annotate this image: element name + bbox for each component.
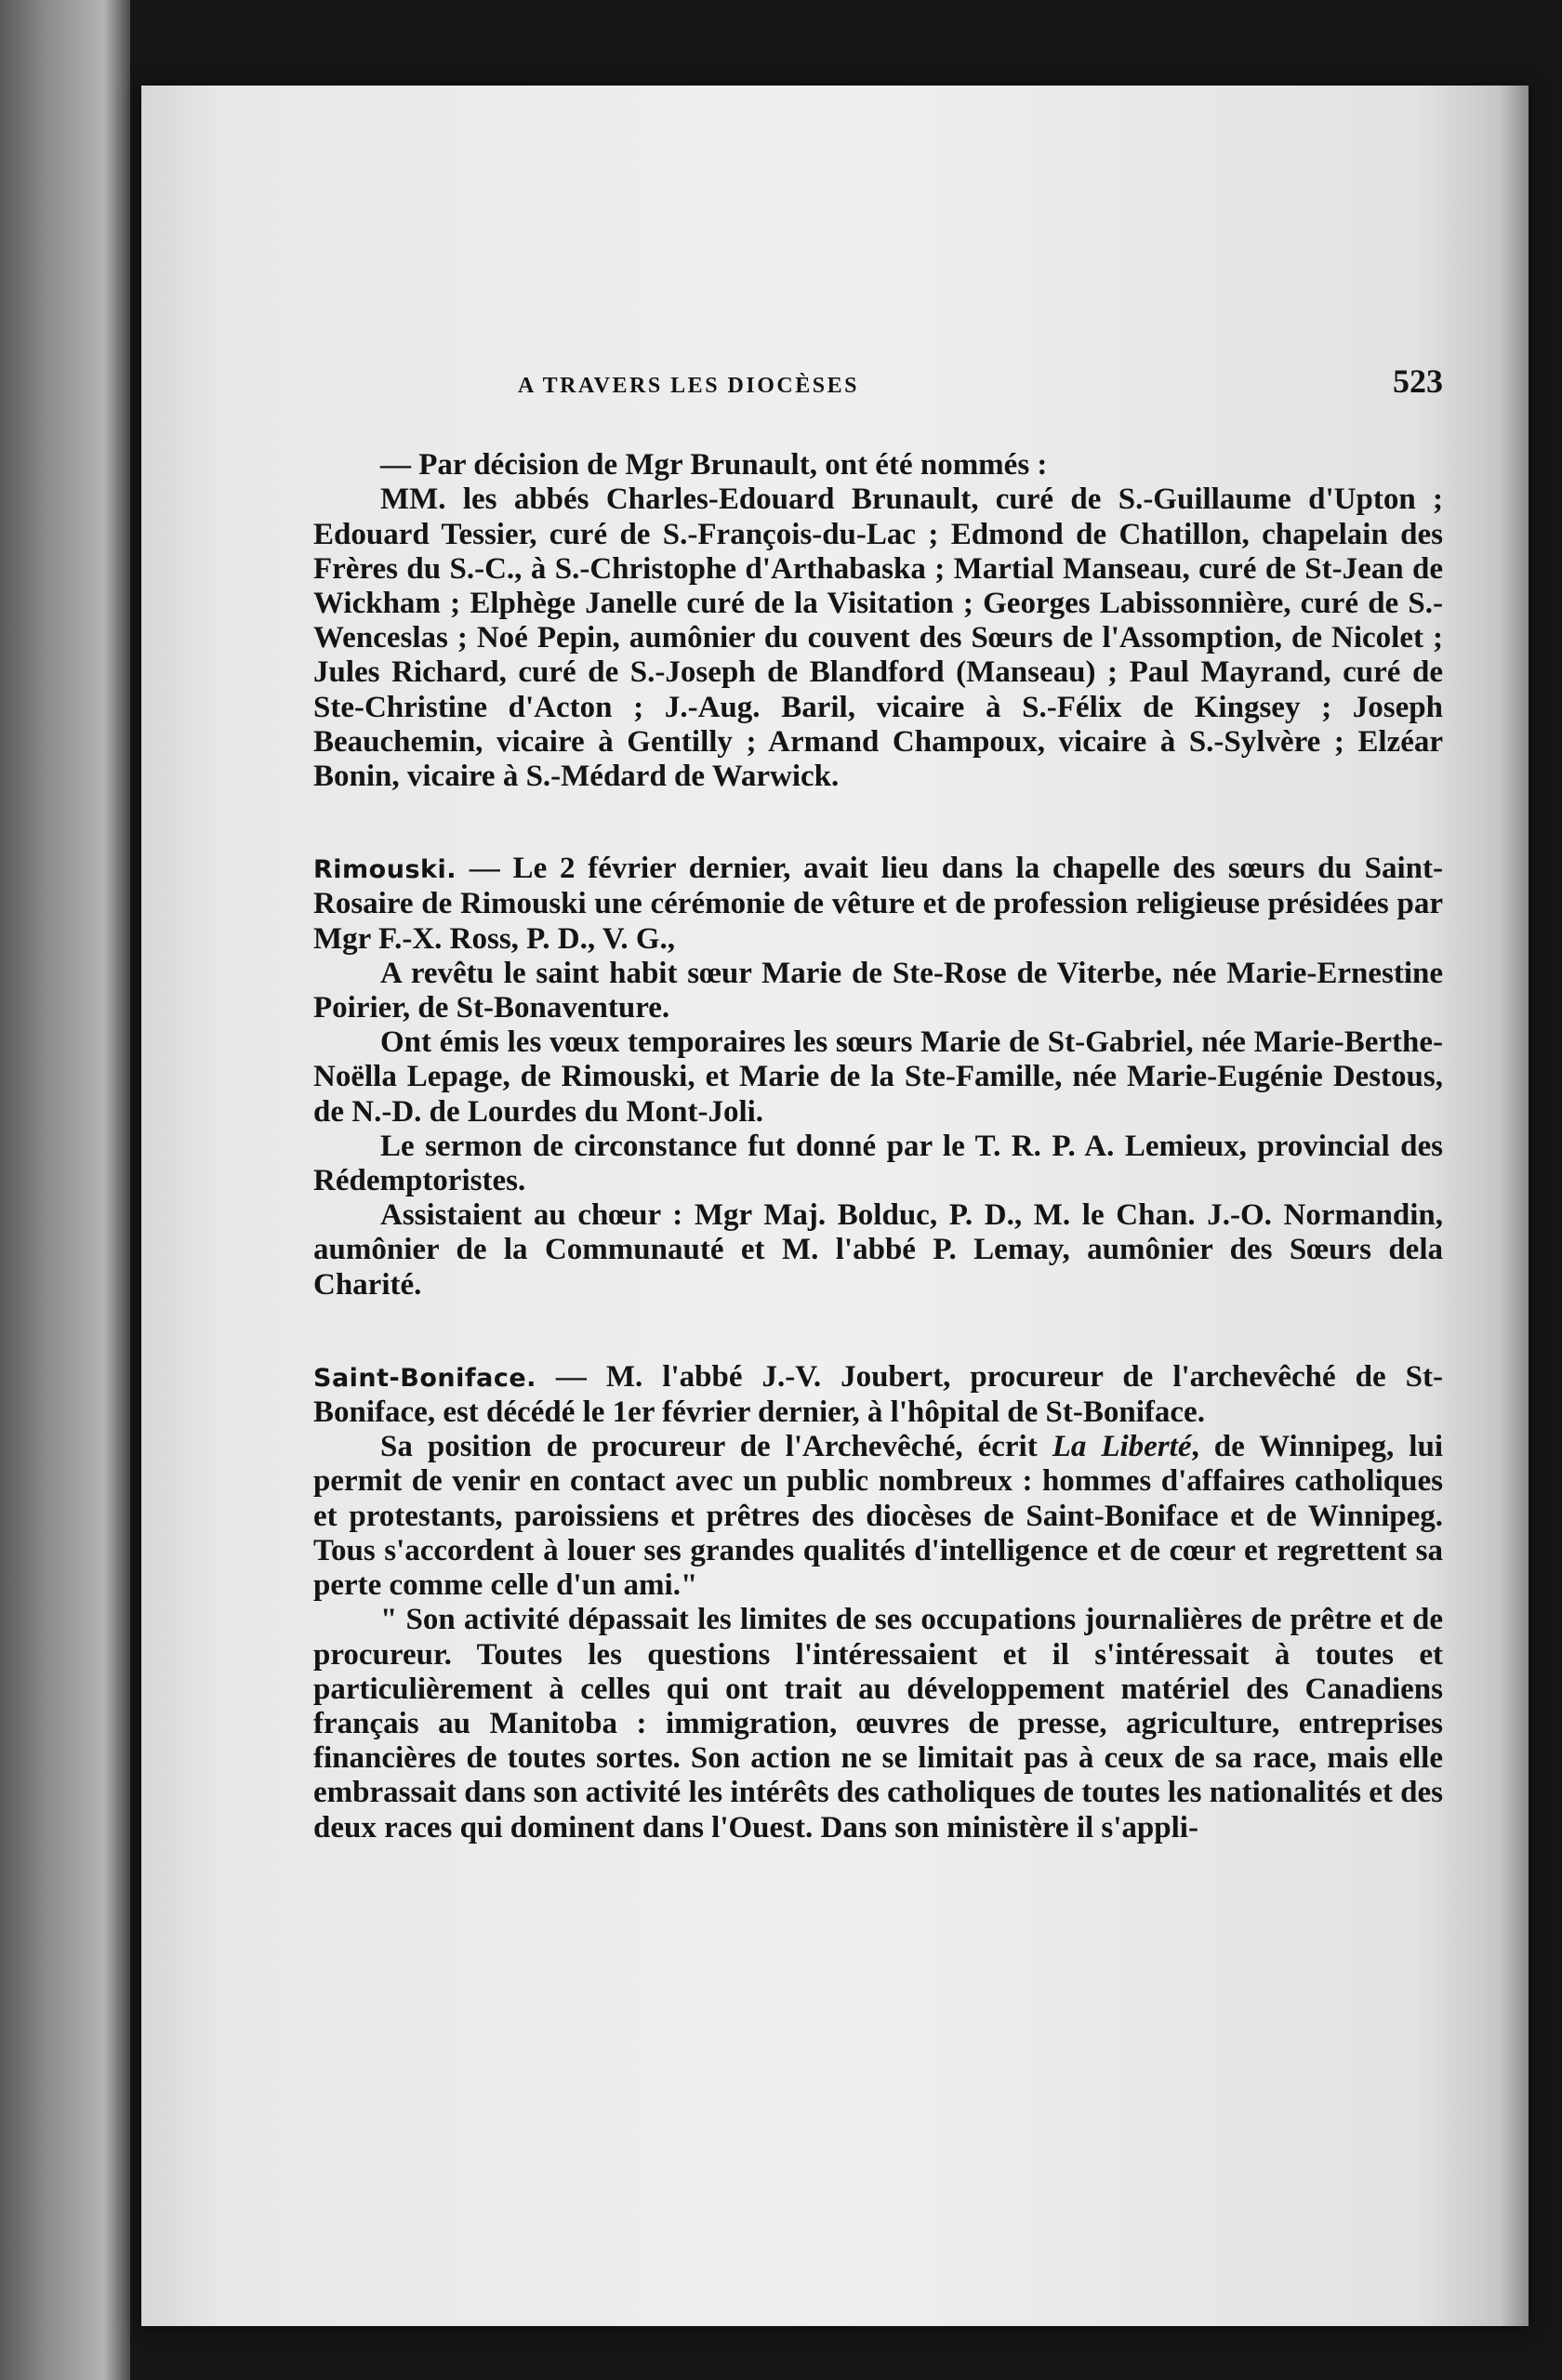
paragraph: " Son activité dépassait les limites de ses occupations journalières de prêtre et de procureur. Toutes les questions l'intéressaient et il s'intéressait à toutes et particulièrement à celles qui ont trait au développement matériel des Canadiens français au Manitoba : immigration, œuvres de presse, agriculture, entreprises financières de toutes sortes. Son action ne se limitait pas à ceux de sa race, mais elle embrassait dans son activité les intérêts des catholiques de toutes les nationalités et des deux races qui dominent dans l'Ouest. Dans son ministère il s'appli-: [313, 1603, 1443, 1844]
running-head: [518, 364, 1443, 403]
paragraph: [313, 852, 1443, 957]
paragraph: Ont émis les vœux temporaires les sœurs Marie de St-Gabriel, née Marie-Berthe-Noëlla Lepage, de Rimouski, et Marie de la Ste-Famille, née Marie-Eugénie Destous, de N.-D. de Lourdes du Mont-Joli.: [313, 1025, 1443, 1129]
page-number: 523: [1393, 363, 1443, 400]
book-page: [141, 86, 1529, 2326]
paragraph-text: , de Winnipeg, lui permit de venir en contact avec un public nombreux : hommes d'affaires catholiques et protestants, paroissiens et prêtres des diocèses de Saint-Boniface et de Winnipeg. Tous s'accordent à louer ses grandes qualités d'intelligence et de cœur et regrettent sa perte comme celle d'un ami.": [313, 1430, 1443, 1603]
paragraph: [313, 1430, 1443, 1603]
paragraph-text: — M. l'abbé J.-V. Joubert, procureur de l'archevêché de St-Boniface, est décédé le 1er février dernier, à l'hôpital de St-Boniface.: [313, 1359, 1443, 1430]
section-rimouski: [313, 852, 1443, 1302]
paragraph: Le sermon de circonstance fut donné par le T. R. P. A. Lemieux, provincial des Rédemptoristes.: [313, 1129, 1443, 1198]
page-gutter-shadow: [1501, 86, 1529, 2326]
section-heading: Rimouski.: [313, 855, 457, 885]
running-title: A TRAVERS LES DIOCÈSES: [518, 374, 859, 398]
paragraph-text: — Le 2 février dernier, avait lieu dans la chapelle des sœurs du Saint-Rosaire de Rimouski une cérémonie de vêture et de profession religieuse présidées par Mgr F.-X. Ross, P. D., V. G.,: [313, 852, 1443, 956]
section-heading: Saint-Boniface.: [313, 1363, 536, 1393]
left-page-edge: [0, 0, 130, 2380]
paragraph: Assistaient au chœur : Mgr Maj. Bolduc, P. D., M. le Chan. J.-O. Normandin, aumônier de la Communauté et M. l'abbé P. Lemay, aumônier des Sœurs dela Charité.: [313, 1198, 1443, 1302]
paragraph: — Par décision de Mgr Brunault, ont été nommés :: [380, 448, 1048, 483]
page-text: [313, 364, 1443, 1845]
section-saint-boniface: [313, 1360, 1443, 1845]
section-nicolet: [313, 448, 1443, 794]
paragraph-text: Sa position de procureur de l'Archevêché, écrit: [380, 1430, 1052, 1464]
paragraph: A revêtu le saint habit sœur Marie de Ste-Rose de Viterbe, née Marie-Ernestine Poirier, de St-Bonaventure.: [313, 956, 1443, 1025]
newspaper-title: La Liberté: [1052, 1430, 1192, 1464]
paragraph: MM. les abbés Charles-Edouard Brunault, curé de S.-Guillaume d'Upton ; Edouard Tessier, curé de S.-François-du-Lac ; Edmond de Chatillon, chapelain des Frères du S.-C., à S.-Christophe d'Arthabaska ; Martial Manseau, curé de St-Jean de Wickham ; Elphège Janelle curé de la Visitation ; Georges Labissonnière, curé de S.-Wenceslas ; Noé Pepin, aumônier du couvent des Sœurs de l'Assomption, de Nicolet ; Jules Richard, curé de S.-Joseph de Blandford (Manseau) ; Paul Mayrand, curé de Ste-Christine d'Acton ; J.-Aug. Baril, vicaire à S.-Félix de Kingsey ; Joseph Beauchemin, vicaire à Gentilly ; Armand Champoux, vicaire à S.-Sylvère ; Elzéar Bonin, vicaire à S.-Médard de Warwick.: [313, 483, 1443, 794]
paragraph: [313, 1360, 1443, 1430]
